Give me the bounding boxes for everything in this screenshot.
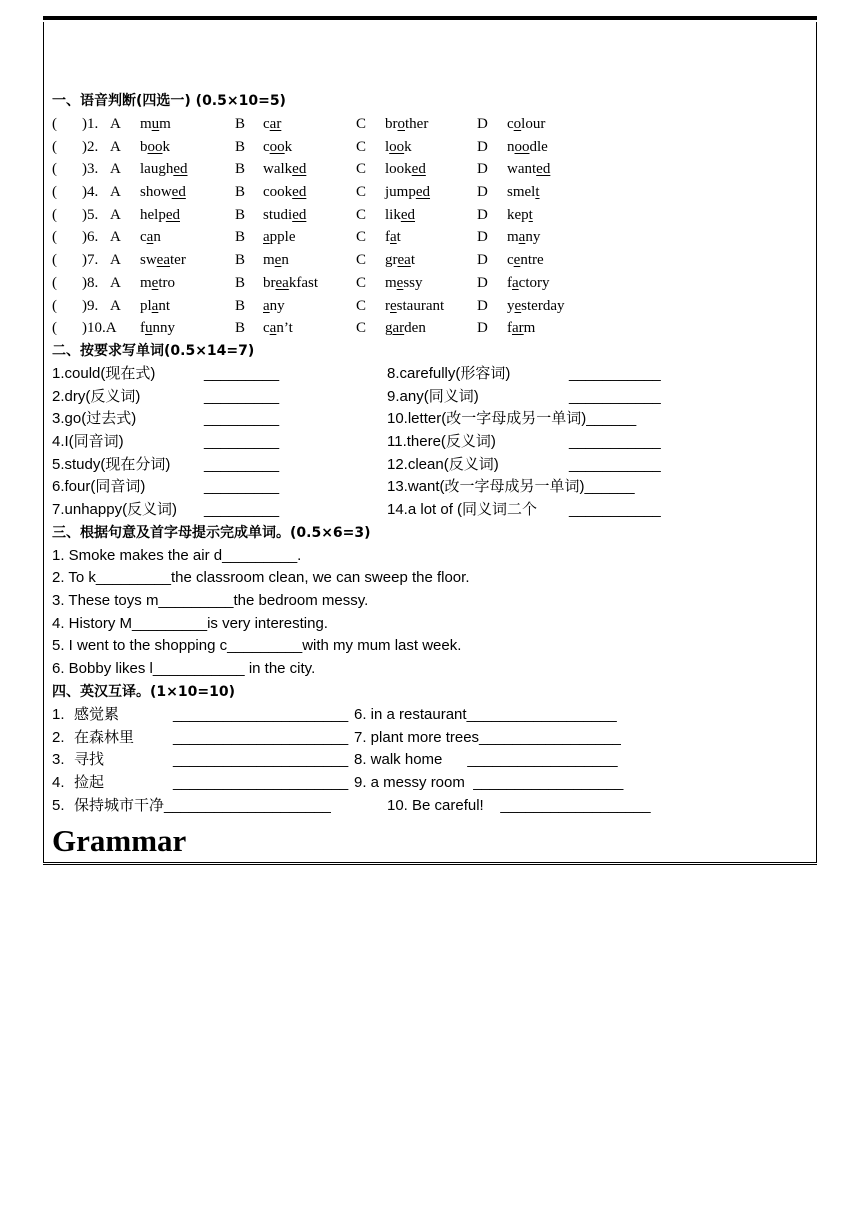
option-word: farm	[507, 320, 536, 337]
chinese-phrase: 在森林里	[74, 728, 135, 746]
option-label: C	[356, 206, 367, 223]
answer-blank: _____________________	[173, 773, 349, 791]
word-prompt: 6.four(同音词)	[52, 478, 146, 496]
paren: (	[52, 297, 57, 314]
phonics-row	[52, 158, 812, 181]
sentence-item: 1. Smoke makes the air d_________.	[52, 546, 302, 564]
option-label: C	[356, 184, 367, 201]
phonics-row	[52, 295, 812, 318]
option-word: studied	[263, 206, 307, 223]
option-label: D	[477, 184, 488, 201]
option-label: B	[235, 116, 246, 132]
option-word: factory	[507, 274, 550, 291]
translation-row	[52, 772, 812, 795]
option-label: C	[356, 229, 367, 246]
option-word: garden	[385, 320, 426, 337]
grammar-heading: Grammar	[52, 823, 187, 859]
word-row	[52, 386, 812, 409]
paren: (	[52, 206, 57, 223]
word-prompt: 13.want(改一字母成另一单词)______	[387, 478, 635, 496]
answer-blank: _____________________	[173, 728, 349, 746]
english-phrase: 10. Be careful! __________________	[387, 796, 651, 814]
word-row	[52, 499, 812, 522]
option-label: D	[477, 252, 488, 269]
answer-blank: _________	[204, 478, 280, 496]
option-label: B	[235, 274, 246, 291]
word-prompt: 8.carefully(形容词)	[387, 364, 511, 382]
option-word: metro	[140, 274, 176, 291]
translation-row	[52, 727, 812, 750]
option-label: A	[110, 138, 121, 155]
option-label: B	[235, 229, 246, 246]
question-number: )6.	[82, 229, 99, 246]
word-prompt: 9.any(同义词)	[387, 387, 479, 405]
item-number: 2.	[52, 728, 65, 746]
answer-blank: ___________	[569, 364, 661, 382]
item-number: 5.	[52, 796, 65, 814]
answer-blank: _________	[204, 432, 280, 450]
chinese-phrase: 寻找	[74, 751, 105, 769]
word-prompt: 7.unhappy(反义词)	[52, 501, 178, 518]
option-label: C	[356, 320, 367, 337]
option-word: colour	[507, 116, 546, 132]
option-label: A	[110, 229, 121, 246]
option-label: C	[356, 161, 367, 178]
sentence-list	[52, 545, 812, 681]
option-label: D	[477, 229, 488, 246]
question-number: )5.	[82, 206, 99, 223]
option-label: A	[110, 161, 121, 178]
paren: (	[52, 161, 57, 178]
word-prompt: 11.there(反义词)	[387, 432, 496, 450]
translation-row	[52, 704, 812, 727]
question-number: )3.	[82, 161, 99, 178]
option-label: D	[477, 116, 488, 132]
option-label: C	[356, 138, 367, 155]
answer-blank: _____________________	[173, 751, 349, 769]
option-label: D	[477, 320, 488, 337]
option-word: apple	[263, 229, 296, 246]
word-prompt: 2.dry(反义词)	[52, 387, 141, 405]
option-word: can	[140, 229, 161, 246]
option-word: looked	[385, 161, 426, 178]
option-label: B	[235, 297, 246, 314]
worksheet-content	[52, 90, 812, 861]
question-number: )1.	[82, 116, 99, 132]
option-word: any	[263, 297, 285, 314]
option-word: book	[140, 138, 170, 155]
option-word: restaurant	[385, 297, 445, 314]
paren: (	[52, 320, 57, 337]
option-label: C	[356, 274, 367, 291]
phonics-row	[52, 317, 812, 340]
option-word: men	[263, 252, 289, 269]
option-label: B	[235, 161, 246, 178]
option-word: yesterday	[507, 297, 565, 314]
option-word: many	[507, 229, 541, 246]
top-rule	[43, 16, 817, 20]
answer-blank: _________	[204, 410, 280, 428]
option-word: cooked	[263, 184, 307, 201]
english-phrase: 9. a messy room __________________	[354, 773, 624, 791]
english-phrase: 6. in a restaurant__________________	[354, 705, 617, 723]
word-forms-list	[52, 363, 812, 522]
word-row	[52, 408, 812, 431]
option-word: great	[385, 252, 415, 269]
option-word: can’t	[263, 320, 293, 337]
option-word: noodle	[507, 138, 548, 155]
option-word: fat	[385, 229, 401, 246]
option-label: B	[235, 320, 246, 337]
phonics-list	[52, 113, 812, 340]
option-word: mum	[140, 116, 171, 132]
option-word: liked	[385, 206, 416, 223]
option-label: D	[477, 138, 488, 155]
phonics-row	[52, 249, 812, 272]
option-label: D	[477, 161, 488, 178]
option-label: A	[110, 116, 121, 132]
section-2-title: 二、按要求写单词(0.5×14=7)	[52, 342, 255, 359]
word-prompt: 1.could(现在式)	[52, 364, 156, 382]
word-prompt: 5.study(现在分词)	[52, 455, 171, 473]
english-phrase: 8. walk home __________________	[354, 751, 618, 769]
option-word: smelt	[507, 184, 540, 201]
answer-blank: ___________	[569, 501, 661, 518]
option-word: helped	[140, 206, 180, 223]
option-label: A	[110, 252, 121, 269]
paren: (	[52, 274, 57, 291]
chinese-phrase: 保持城市干净____________________	[74, 796, 331, 814]
question-number: )10.A	[82, 320, 117, 337]
section-1-title: 一、语音判断(四选一) (0.5×10=5)	[52, 93, 286, 109]
answer-blank: _________	[204, 387, 280, 405]
sentence-item: 6. Bobby likes l___________ in the city.	[52, 660, 316, 678]
option-label: B	[235, 252, 246, 269]
answer-blank: _________	[204, 364, 280, 382]
option-word: funny	[140, 320, 175, 337]
english-phrase: 7. plant more trees_________________	[354, 728, 621, 746]
word-row	[52, 476, 812, 499]
option-word: sweater	[140, 252, 186, 269]
option-label: D	[477, 274, 488, 291]
paren: (	[52, 116, 57, 132]
item-number: 1.	[52, 705, 65, 723]
answer-blank: _________	[204, 455, 280, 473]
question-number: )9.	[82, 297, 99, 314]
paren: (	[52, 138, 57, 155]
option-word: breakfast	[263, 274, 318, 291]
option-word: brother	[385, 116, 429, 132]
translation-row	[52, 795, 812, 818]
option-label: A	[110, 274, 121, 291]
word-prompt: 3.go(过去式)	[52, 410, 137, 428]
section-4-title: 四、英汉互译。(1×10=10)	[52, 683, 235, 700]
sentence-item: 3. These toys m_________the bedroom messy.	[52, 592, 369, 610]
bottom-rule	[43, 864, 817, 865]
section-3-title: 三、根据句意及首字母提示完成单词。(0.5×6=3)	[52, 524, 371, 541]
option-label: A	[110, 206, 121, 223]
paren: (	[52, 184, 57, 201]
option-word: kept	[507, 206, 533, 223]
item-number: 3.	[52, 751, 65, 769]
question-number: )8.	[82, 274, 99, 291]
word-row	[52, 454, 812, 477]
word-row	[52, 363, 812, 386]
paren: (	[52, 252, 57, 269]
option-word: laughed	[140, 161, 188, 178]
phonics-row	[52, 226, 812, 249]
option-word: wanted	[507, 161, 551, 178]
word-row	[52, 431, 812, 454]
sentence-item: 5. I went to the shopping c_________with my mum last week.	[52, 637, 462, 655]
option-word: look	[385, 138, 412, 155]
question-number: )7.	[82, 252, 99, 269]
paren: (	[52, 229, 57, 246]
phonics-row	[52, 272, 812, 295]
word-prompt: 4.I(同音词)	[52, 432, 124, 450]
translation-list	[52, 704, 812, 817]
sentence-item: 2. To k_________the classroom clean, we can sweep the floor.	[52, 569, 470, 587]
option-word: car	[263, 116, 282, 132]
answer-blank: ___________	[569, 387, 661, 405]
option-label: C	[356, 116, 367, 132]
answer-blank: ___________	[569, 432, 661, 450]
answer-blank: _____________________	[173, 705, 349, 723]
option-word: centre	[507, 252, 544, 269]
phonics-row	[52, 204, 812, 227]
answer-blank: ___________	[569, 455, 661, 473]
question-number: )2.	[82, 138, 99, 155]
phonics-row	[52, 113, 812, 136]
chinese-phrase: 捡起	[74, 773, 105, 791]
option-label: B	[235, 184, 246, 201]
option-label: B	[235, 206, 246, 223]
option-word: plant	[140, 297, 171, 314]
option-label: C	[356, 252, 367, 269]
option-word: showed	[140, 184, 186, 201]
phonics-row	[52, 136, 812, 159]
item-number: 4.	[52, 773, 65, 791]
chinese-phrase: 感觉累	[74, 705, 120, 723]
answer-blank: _________	[204, 501, 280, 518]
option-label: D	[477, 297, 488, 314]
option-word: walked	[263, 161, 307, 178]
option-label: D	[477, 206, 488, 223]
sentence-item: 4. History M_________is very interesting.	[52, 614, 328, 632]
phonics-row	[52, 181, 812, 204]
option-label: A	[110, 184, 121, 201]
option-word: jumped	[385, 184, 431, 201]
word-prompt: 12.clean(反义词)	[387, 455, 499, 473]
translation-row	[52, 749, 812, 772]
question-number: )4.	[82, 184, 99, 201]
option-word: cook	[263, 138, 293, 155]
option-label: A	[110, 297, 121, 314]
option-label: C	[356, 297, 367, 314]
word-prompt: 14.a lot of (同义词二个	[387, 501, 538, 518]
option-label: B	[235, 138, 246, 155]
option-word: messy	[385, 274, 423, 291]
word-prompt: 10.letter(改一字母成另一单词)______	[387, 410, 637, 428]
